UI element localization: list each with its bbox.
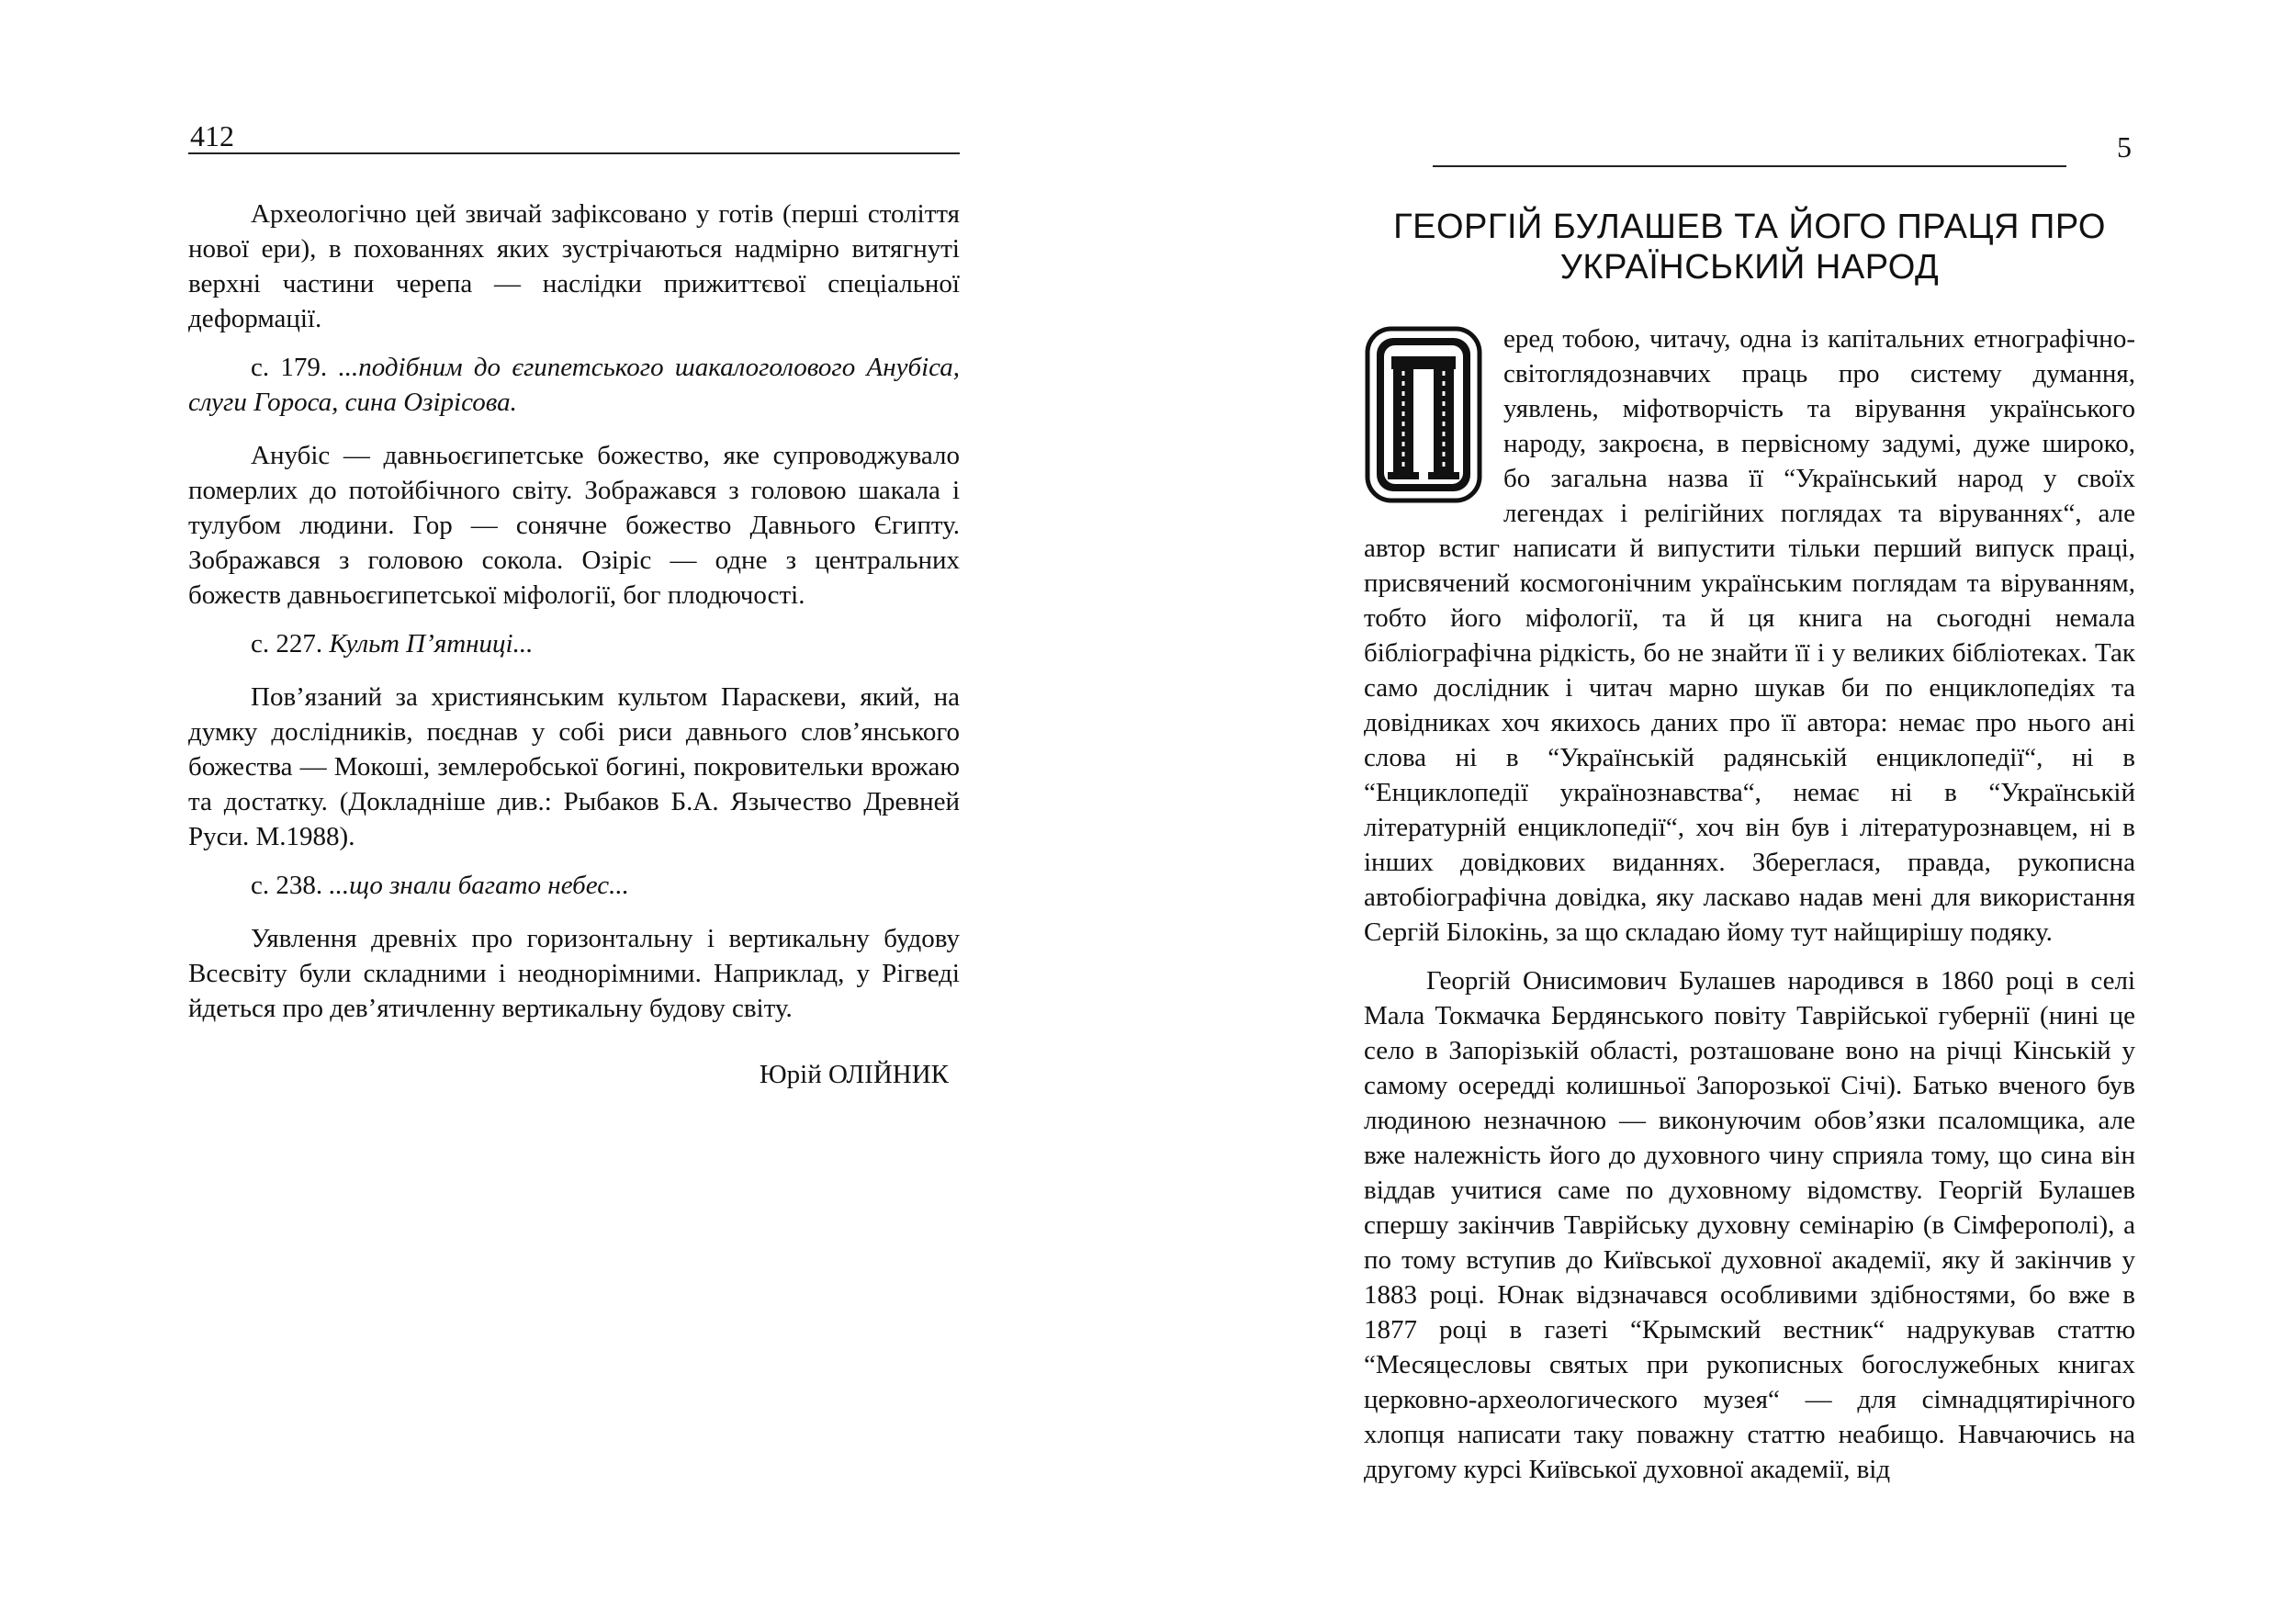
note-ref-179 xyxy=(188,350,960,420)
note-ref-238 xyxy=(188,868,960,903)
note-ref-227 xyxy=(188,626,960,661)
note-ref-label: с. 227. xyxy=(251,629,323,658)
drop-cap-ornament-icon xyxy=(1364,325,1483,504)
author-signature: Юрій ОЛІЙНИК xyxy=(759,1060,949,1089)
note-text-179: Анубіс — давньоєгипетське божество, яке супроводжувало померлих до потойбічного світу. Зображався з головою шакала і тулубом людини. Гор — сонячне божество Давнього Єгипту. Зображався з головою сокола. Озіріс — одне з центральних божеств давньоєгипетської міфології, бог плодючості. xyxy=(188,441,960,610)
paragraph-opening-text: еред тобою, читачу, одна із капітальних етнографічно-світоглядознавчих праць про систему думання, уявлень, міфотворчість та вірування українського народу, закроєна, в первісному задумі, дуже широко, бо загальна назва її “Український народ у своїх легендах і релігійних поглядах та віруваннях“, але автор встиг написати й випустити тільки перший випуск праці, присвячений космогонічним українським поглядам та віруванням, тобто його міфології, та й ця книга на сьогодні немала бібліографічна рідкість, бо не знайти її і у великих бібліотеках. Так само дослідник і читач марно шукав би по енциклопедіях та довідниках хоч якихось даних про її автора: немає про нього ані слова ні в “Українській радянській енциклопедії“, ні в “Енциклопедії українознавства“, немає ні в “Українській літературній енциклопедії“, хоч він був і літературознавцем, ні в інших довідкових виданнях. Збереглася, правда, рукописна автобіографічна довідка, яку ласкаво надав мені для використання Сергій Білокінь, за що складаю йому тут найщирішу подяку. xyxy=(1364,324,2135,947)
paragraph-intro: Археологічно цей звичай зафіксовано у готів (перші століття нової ери), в похованнях яких зустрічаються надмірно витягнуті верхні частини черепа — наслідки прижиттєвої спеціальної деформації. xyxy=(188,199,960,333)
note-ref-label: с. 179. xyxy=(251,353,328,382)
header-rule-right xyxy=(1433,165,2066,167)
page-number-right: 5 xyxy=(2117,130,2132,163)
note-ref-quote: ...подібним до єгипетського шакалоголового Анубіса, слуги Гороса, сина Озірісова. xyxy=(188,353,961,417)
page-number-left: 412 xyxy=(190,119,234,152)
note-ref-quote: Культ П’ятниці... xyxy=(329,629,534,658)
article-title-line-1: ГЕОРГІЙ БУЛАШЕВ ТА ЙОГО ПРАЦЯ ПРО xyxy=(1393,208,2106,246)
article-title-line-2: УКРАЇНСЬКИЙ НАРОД xyxy=(1559,248,1940,287)
note-text-227: Пов’язаний за християнським культом Параскеви, який, на думку дослідників, поєднав у собі риси давнього слов’янського божества — Мокоші, землеробської богині, покровительки врожаю та достатку. (Докладніше див.: Рыбаков Б.А. Язычество Древней Руси. М.1988). xyxy=(188,682,960,851)
note-ref-quote: ...що знали багато небес... xyxy=(329,871,629,900)
drop-cap-letter xyxy=(1364,325,1483,504)
left-body-text xyxy=(188,197,960,1106)
header-rule-left xyxy=(188,152,960,154)
note-text-238: Уявлення древніх про горизонтальну і вертикальну будову Всесвіту були складними і неоднорімними. Наприклад, у Рігведі йдеться про дев’ятичленну вертикальну будову світу. xyxy=(188,924,960,1023)
article-title xyxy=(1364,207,2135,287)
note-ref-label: с. 238. xyxy=(251,871,323,900)
right-body-text xyxy=(1364,321,2135,1501)
paragraph-biography: Георгій Онисимович Булашев народився в 1860 році в селі Мала Токмачка Бердянського повіту Таврійської губернії (нині це село в Запорізькій області, розташоване воно на річці Кінській у самому осередді колишньої Запорозької Січі). Батько вченого був людиною незначною — виконуючим обов’язки псаломщика, але вже належність його до духовного чину сприяла тому, що сина він віддав учитися саме по духовному відомству. Георгій Булашев спершу закінчив Таврійську духовну семінарію (в Сімферополі), а по тому вступив до Київської духовної академії, яку й закінчив у 1883 році. Юнак відзначався особливими здібностями, бо вже в 1877 році в газеті “Крымский вестник“ надрукував статтю “Месяцесловы святых при рукописных богослужебных книгах церковно-археологического музея“ — для сімнадцятирічного хлопця написати таку поважну статтю неабищо. Навчаючись на другому курсі Київської духовної академії, від xyxy=(1364,966,2135,1484)
